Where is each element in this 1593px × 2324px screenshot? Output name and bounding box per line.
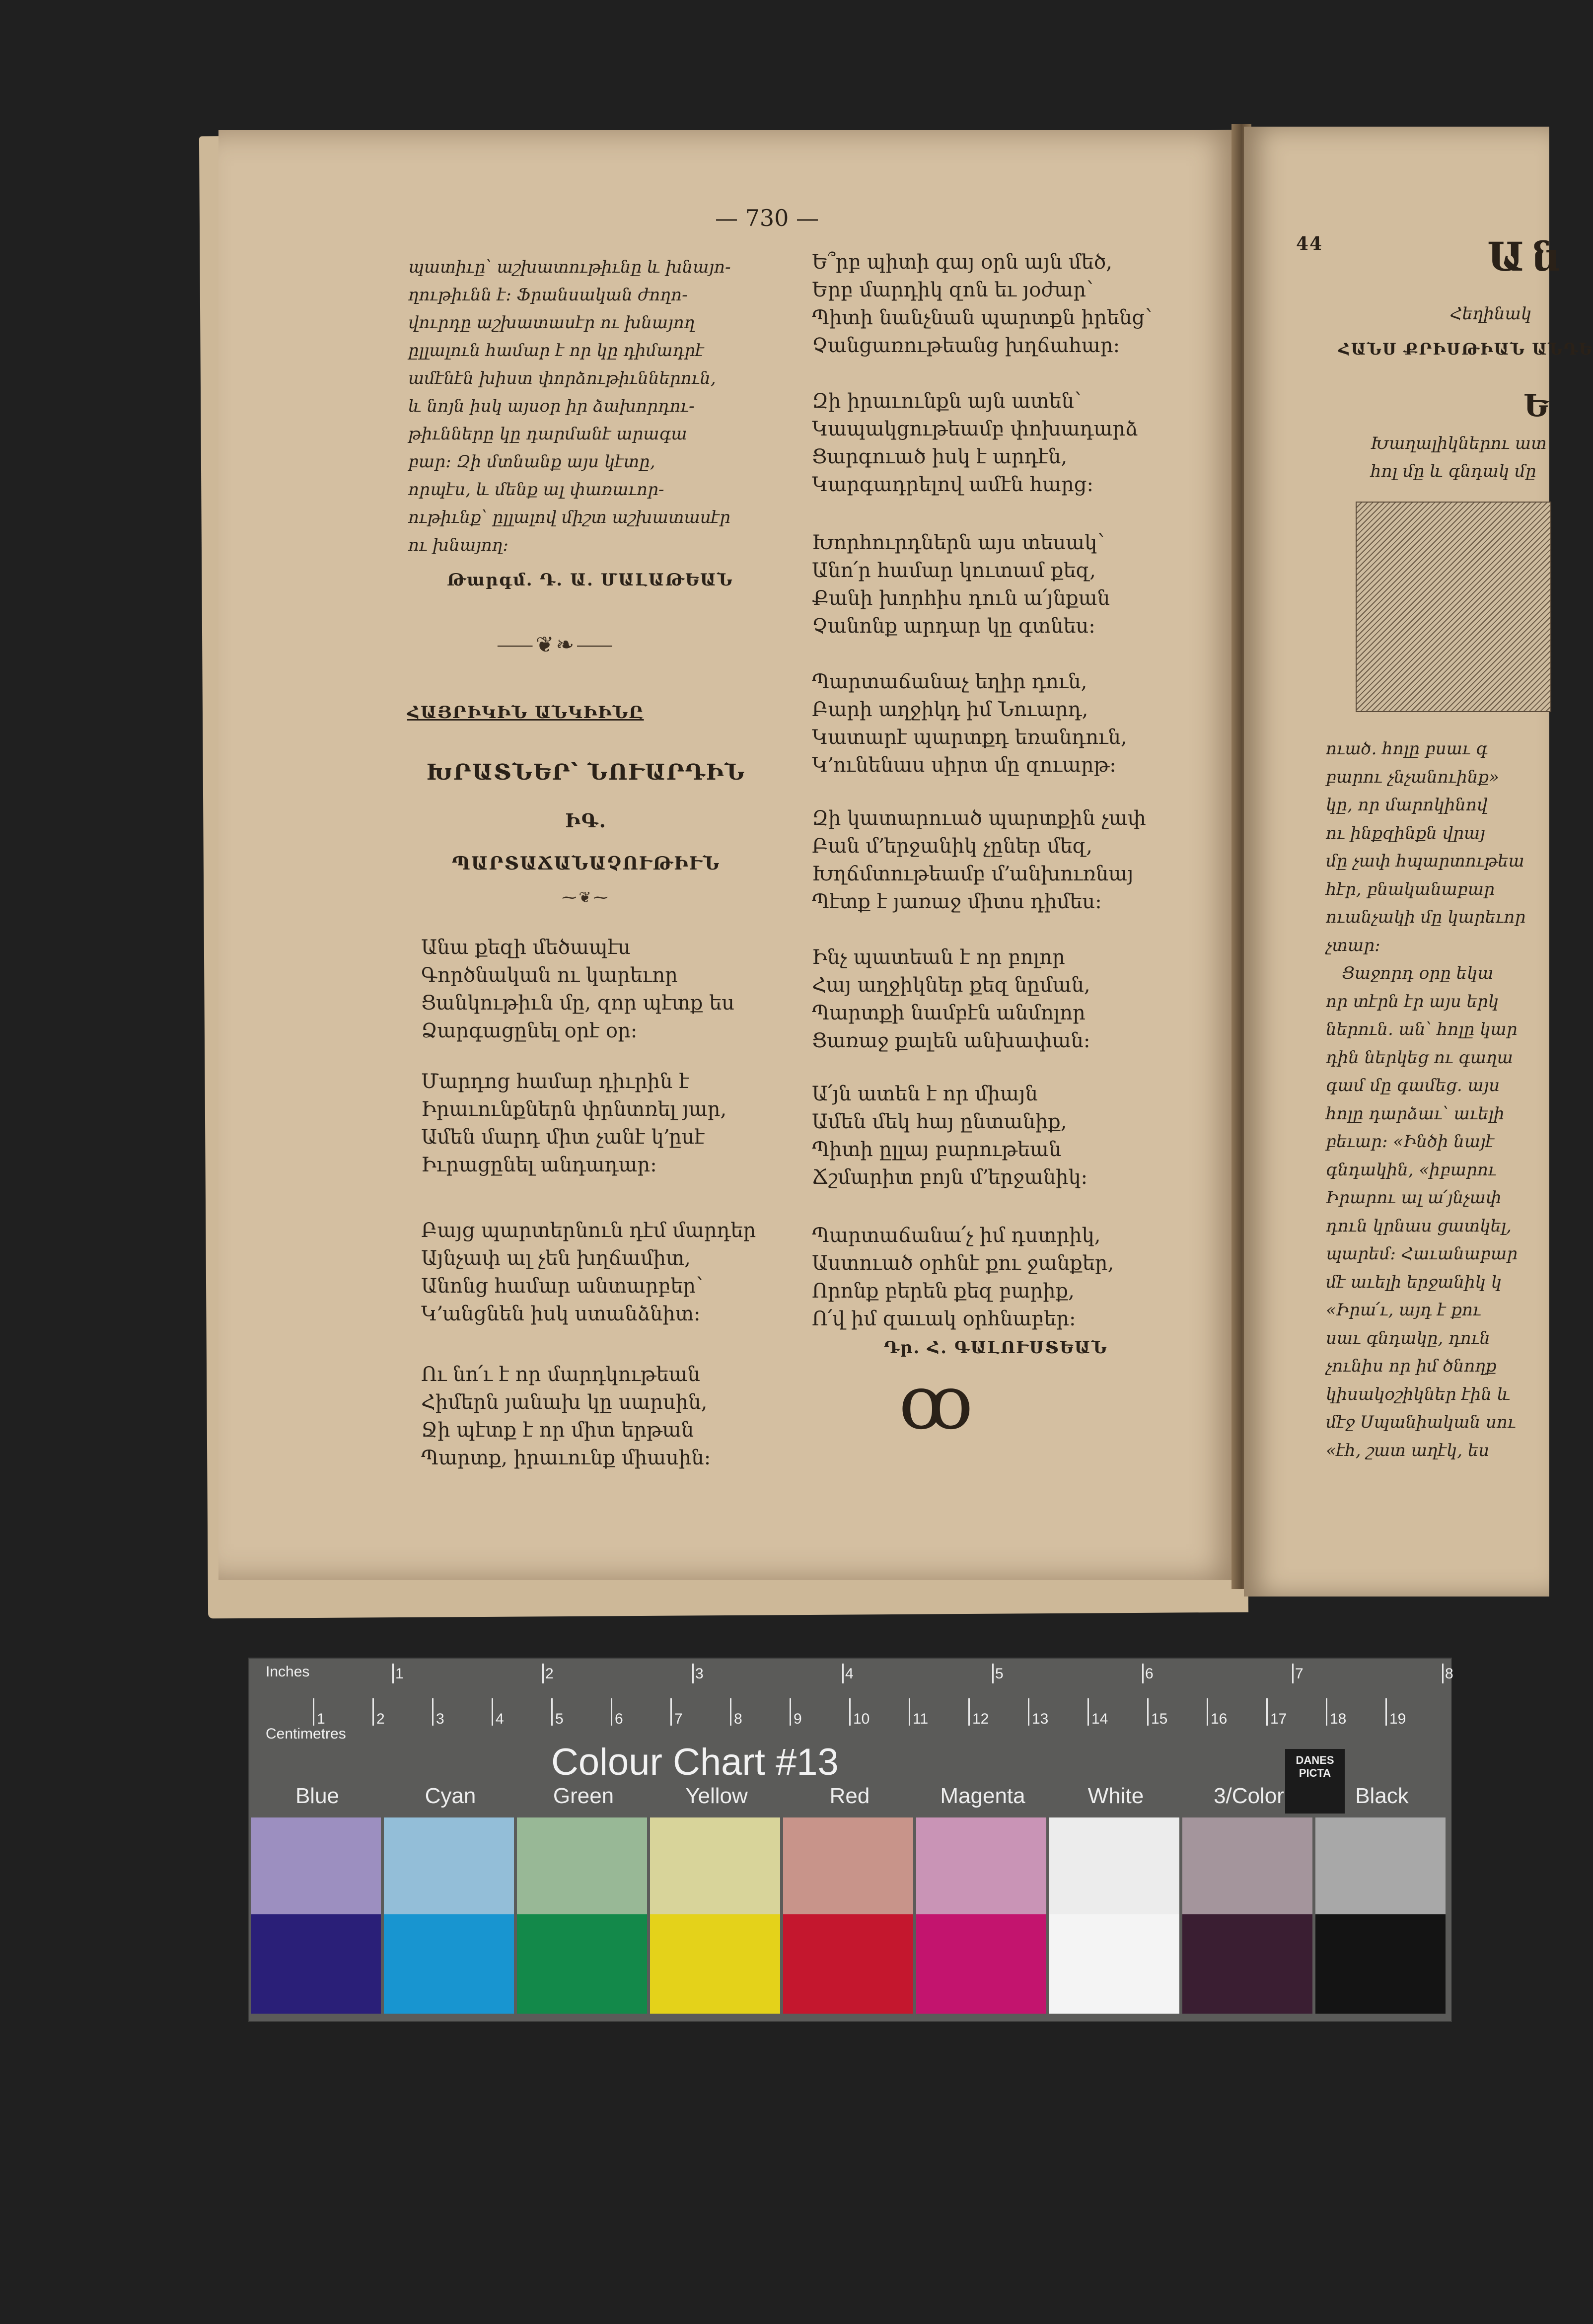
- ruler-cm-label: 8: [734, 1711, 742, 1727]
- patch-label: Blue: [295, 1784, 340, 1808]
- ruler-cm-tick: [909, 1698, 910, 1726]
- ruler-cm-label: 15: [1151, 1711, 1168, 1727]
- ruler-cm-label: 2: [376, 1711, 385, 1727]
- patch-light-yellow: [650, 1817, 780, 1914]
- ruler-cm-tick: [432, 1698, 434, 1726]
- ruler-inch-label: 5: [995, 1666, 1004, 1682]
- ruler-cm-label: 17: [1270, 1711, 1287, 1727]
- patch-label: Red: [829, 1784, 870, 1808]
- poem-stanza: Պարտաճանա՛չ իմ դստրիկ, Աստուած օրհնէ քու ջանքեր, Որոնք բերեն քեզ բարիք, Ո՛վ իմ զաւակ օրհնաբեր:: [812, 1224, 1114, 1330]
- poem-stanza: Ու նո՛ւ է որ մարդկութեան Հիմերն յանախ կը սարսին, Ջի պէտք է որ միտ երթան Պարտք, իրաւունք միասին:: [421, 1363, 711, 1469]
- patch-dark-white: [1049, 1914, 1179, 2014]
- end-ornament: ꝏ: [899, 1360, 973, 1446]
- ruler-cm-tick: [1028, 1698, 1029, 1726]
- ruler-cm-label: 1: [317, 1711, 325, 1727]
- ruler-cm-tick: [968, 1698, 970, 1726]
- ruler-cm-tick: [730, 1698, 731, 1726]
- ruler-inches-label: Inches: [266, 1664, 310, 1680]
- poem-stanza: Անա քեզի մեծապէս Գործնական ու կարեւոր Ցանկութիւն մը, զոր պէտք ես Ձարգացընել օրէ օր:: [421, 936, 735, 1042]
- poem-subtitle: ՊԱՐՏԱՃԱՆԱՉՈՒԹԻՒՆ: [451, 853, 721, 874]
- ruler-cm-tick: [1385, 1698, 1387, 1726]
- divider-ornament: ⸺❦❧⸺: [497, 632, 615, 657]
- poem-stanza: Զի կատարուած պարտքին չափ Բան մ՚երջանիկ չըներ մեզ, Խղճմտութեամբ մ՚անխուռնայ Պէտք է յառաջ միտս դիմես:: [812, 807, 1146, 913]
- ruler-inch-label: 7: [1295, 1666, 1303, 1682]
- facing-byline: Հեղինակ: [1450, 304, 1532, 324]
- ruler-cm-tick: [492, 1698, 493, 1726]
- ruler-cm-tick: [372, 1698, 374, 1726]
- ruler-cm-label: 11: [913, 1711, 929, 1727]
- patch-dark-black: [1315, 1914, 1446, 2014]
- ruler-cm-tick: [313, 1698, 314, 1726]
- ruler-inch-label: 2: [545, 1666, 554, 1682]
- poem-stanza: Մարդոց համար դիւրին է Իրաւունքներն փրնտռել յար, Ամեն մարդ միտ չանէ կ՚ըսէ Իւրացընել անդադար:: [421, 1070, 727, 1176]
- patch-label: Cyan: [425, 1784, 476, 1808]
- patch-label: Magenta: [940, 1784, 1025, 1808]
- ruler-cm-label: 19: [1389, 1711, 1406, 1727]
- ruler-inch-tick: [692, 1664, 694, 1683]
- ruler-cm-label: 13: [1032, 1711, 1049, 1727]
- poem-stanza: Բայց պարտերնուն դէմ մարդեր Այնչափ ալ չեն խղճամիտ, Անոնց համար անտարբեր՝ Կ՚անցնեն իսկ ստանձնիտ:: [421, 1219, 756, 1325]
- ruler-inch-tick: [842, 1664, 844, 1683]
- ruler-cm-label: 9: [794, 1711, 802, 1727]
- ruler-cm-tick: [849, 1698, 851, 1726]
- small-ornament: ⁓❦⁓: [562, 889, 610, 906]
- page-number: — 730 —: [715, 205, 819, 231]
- patch-light-blue: [251, 1817, 381, 1914]
- ruler-inch-tick: [542, 1664, 544, 1683]
- ruler-cm-tick: [1266, 1698, 1268, 1726]
- ruler-cm-label: 16: [1211, 1711, 1228, 1727]
- patch-dark-yellow: [650, 1914, 780, 2014]
- poem-title: ԽՐԱՏՆԵՐ՝ ՆՈՒԱՐԴԻՆ: [426, 760, 746, 785]
- ruler-inch-label: 1: [395, 1666, 404, 1682]
- facing-page-title: Ան: [1487, 233, 1567, 280]
- ruler-inch-tick: [1142, 1664, 1144, 1683]
- patch-light-3color: [1182, 1817, 1312, 1914]
- brand-logo: DANES PICTA: [1285, 1749, 1345, 1814]
- poem-stanza: Զի իրաւունքն այն ատեն՝ Կապակցութեամբ փոխադարձ Ցարգուած իսկ է արդէն, Կարգադրելով ամէն հարց:: [812, 390, 1138, 496]
- patch-dark-green: [517, 1914, 647, 2014]
- ruler-cm-label: 10: [853, 1711, 870, 1727]
- section-heading: ՀԱՅՐԻԿԻՆ ԱՆԿԻԻՆԸ: [407, 703, 644, 723]
- poem-stanza: Ինչ պատեան է որ բոլոր Հայ աղջիկներ քեզ նըման, Պարտքի նամբէն անմոլոր Ցառաջ քալեն անխափան:: [812, 946, 1090, 1052]
- ruler-cm-label: 5: [555, 1711, 564, 1727]
- ruler-cm-tick: [1147, 1698, 1149, 1726]
- patch-dark-red: [783, 1914, 913, 2014]
- ruler-inch-tick: [392, 1664, 394, 1683]
- ruler-cm-tick: [1326, 1698, 1327, 1726]
- patch-light-cyan: [384, 1817, 514, 1914]
- patch-label: 3/Color: [1214, 1784, 1284, 1808]
- facing-page-number: 44: [1296, 233, 1323, 254]
- poem-stanza: Խորհուրդներն այս տեսակ՝ Անո՛ր համար կուտամ քեզ, Քանի խորհիս դուն ա՛յնքան Չանոնք արդար կը գտնես:: [812, 531, 1110, 638]
- ruler-cm-label: 4: [496, 1711, 504, 1727]
- ruler-cm-tick: [611, 1698, 612, 1726]
- translator-credit: Թարգմ. Դ. Ա. ՄԱԼԱԹԵԱՆ: [447, 570, 733, 590]
- ruler-inch-label: 8: [1445, 1666, 1453, 1682]
- ruler-inch-tick: [992, 1664, 994, 1683]
- ruler-cm-label: 6: [615, 1711, 623, 1727]
- prose-paragraph: պատիւը՝ աշխատութիւնը և խնայո- ղութիւնն է։ Ֆրանսական ժողո- վուրդը աշխատասէր ու խնայող ըլլալուն համար է որ կը դիմադրէ ամէնէն խիստ փորձութիւններուն, և նոյն իսկ այսօր իր ձախորդու- թիւնները կը դարմանէ արագա բար։ Զի մտնանք այս կէտը, որպէս, և մենք ալ փառաւոր- ութիւնք՝ ըլլալով միշտ աշխատասէր ու խնայող։: [408, 257, 731, 555]
- patch-light-white: [1049, 1817, 1179, 1914]
- patch-label: White: [1087, 1784, 1144, 1808]
- ruler-cm-label: 3: [436, 1711, 444, 1727]
- ruler-cm-tick: [1207, 1698, 1208, 1726]
- ruler-inch-tick: [1292, 1664, 1294, 1683]
- ruler-cm-label: 12: [972, 1711, 989, 1727]
- facing-intro: Խաղալիկներու ատ հոլ մը և գնդակ մը: [1371, 434, 1547, 481]
- facing-drop-letter: Ե: [1523, 387, 1550, 424]
- patch-dark-3color: [1182, 1914, 1312, 2014]
- patch-dark-magenta: [916, 1914, 1046, 2014]
- ruler-cm-tick: [670, 1698, 672, 1726]
- ruler-inch-label: 6: [1145, 1666, 1154, 1682]
- ruler-cm-label: 14: [1091, 1711, 1108, 1727]
- ruler-inch-label: 3: [695, 1666, 704, 1682]
- poem-stanza: Ե՞րբ պիտի գայ օրն այն մեծ, Երբ մարդիկ զոն եւ յօժար՝ Պիտի նանչնան պարտքն իրենց՝ Չանցառութեանց խղճահար:: [812, 251, 1152, 357]
- ruler-inch-tick: [1442, 1664, 1444, 1683]
- patch-dark-blue: [251, 1914, 381, 2014]
- ruler-cm-tick: [1087, 1698, 1089, 1726]
- patch-light-magenta: [916, 1817, 1046, 1914]
- poem-stanza: Պարտաճանաչ եղիր դուն, Բարի աղջիկդ իմ Նուարդ, Կատարէ պարտքդ եռանդուն, Կ՚ունենաս սիրտ մը զուարթ:: [812, 670, 1127, 777]
- patch-label: Yellow: [685, 1784, 748, 1808]
- ruler-cm-label: 7: [674, 1711, 683, 1727]
- ruler-cm-tick: [551, 1698, 553, 1726]
- poem-signature: Դր. Հ. ԳԱԼՈՒՍՏԵԱՆ: [884, 1338, 1108, 1358]
- ruler: [253, 1664, 1453, 1742]
- poem-stanza: Ա՛յն ատեն է որ միայն Ամեն մեկ հայ ընտանիք, Պիտի ըլլայ բարութեան Ճշմարիտ բոյն մ՚երջանիկ:: [812, 1083, 1088, 1189]
- facing-body-text: ուած. հոլը բսաւ գ բարու չնչանուինք» կը, որ մարոկինով ու ինքզինքն վրայ մը չափ հպարտութեա հէր, բնականաբար ուանչակի մը կարեւոր չտար։ Ցաջորդ օրը եկա որ տէրն էր այս երկ ներուն. ան՝ հոլը կար դին ներկեց ու գաղա գամ մը գամեց. այս հոլը դարձաւ՝ աւելի բեւար։ «Ինծի նայէ գնդակին, «իբարու Իրարու ալ ա՛յնչափ դուն կրնաս ցատկել, պարեմ։ Հաւանաբար մէ աւելի երջանիկ կ «Իրա՛ւ, այդ է քու սաւ գնդակը, դուն չունիս որ իմ ծնողք կիսակօշիկներ էին և մէջ Սպանիական սու «էհ, շատ աղէկ, ես: [1326, 739, 1526, 1460]
- ruler-cm-label: Centimetres: [266, 1726, 346, 1742]
- chart-title: Colour Chart #13: [551, 1741, 839, 1783]
- poem-number: ԻԳ.: [565, 809, 607, 832]
- patch-light-black: [1315, 1817, 1446, 1914]
- facing-byline-author: ՀԱՆՍ ՔՐԻՍԹԻԱՆ ԱՆԴԵ: [1338, 340, 1593, 359]
- ruler-inch-label: 4: [845, 1666, 854, 1682]
- woodcut-illustration: [1356, 502, 1551, 712]
- patch-light-red: [783, 1817, 913, 1914]
- patch-label: Green: [553, 1784, 614, 1808]
- ruler-cm-label: 18: [1330, 1711, 1347, 1727]
- ruler-cm-tick: [790, 1698, 791, 1726]
- patch-label: Black: [1355, 1784, 1409, 1808]
- patch-dark-cyan: [384, 1914, 514, 2014]
- patch-light-green: [517, 1817, 647, 1914]
